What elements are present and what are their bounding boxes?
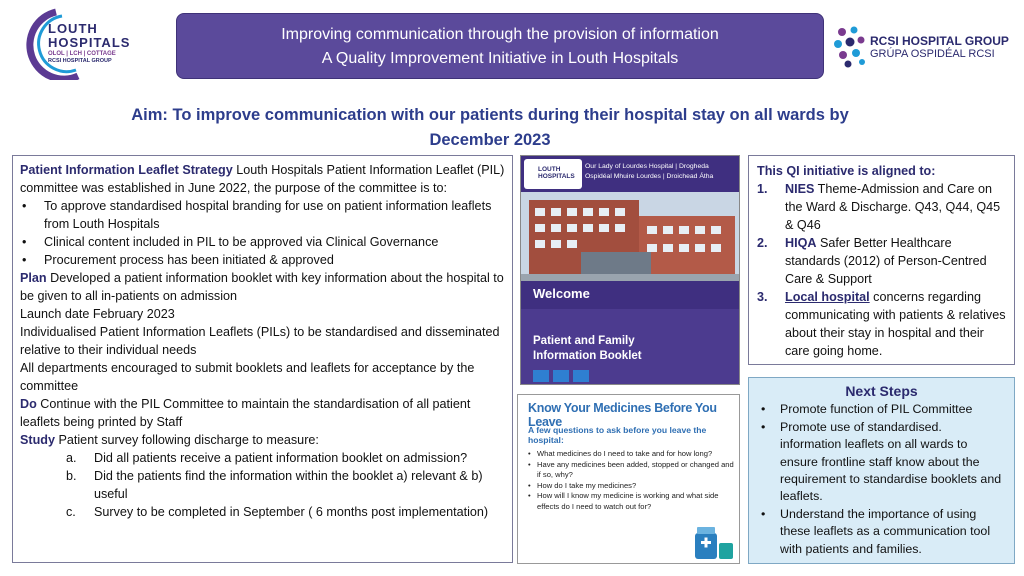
louth-logo-line1: LOUTH: [48, 21, 98, 36]
booklet-hospital-name: [585, 162, 739, 182]
alignment-number: 2.: [757, 236, 768, 250]
medicine-question: • How do I take my medicines?: [528, 481, 738, 492]
louth-logo-line2: HOSPITALS: [48, 35, 131, 50]
next-step-item: [757, 401, 1006, 418]
booklet-title-line1: Patient and Family: [533, 335, 635, 347]
survey-item: [20, 503, 505, 521]
bullet-text: To approve standardised hospital branding for use on patient information leaflets from Louth Hospitals: [44, 199, 492, 231]
louth-hospitals-logo: [18, 8, 138, 80]
survey-text: Did the patients find the information within the booklet a) relevant & b) useful: [94, 469, 483, 501]
alignment-label: Local hospital: [785, 290, 870, 304]
survey-item: [20, 449, 505, 467]
title-line2: A Quality Improvement Initiative in Louth Hospitals: [321, 50, 679, 67]
survey-text: Did all patients receive a patient information booklet on admission?: [94, 451, 468, 465]
alignment-panel: [748, 155, 1015, 365]
do-text: Continue with the PIL Committee to maintain the standardisation of all patient leaflets being printed by Staff: [20, 397, 471, 429]
survey-text: Survey to be completed in September ( 6 months post implementation): [94, 505, 489, 519]
bullet-icon: •: [761, 419, 766, 434]
alignment-label: NIES: [785, 182, 815, 196]
aim-line1: Aim: To improve communication with our patients during their hospital stay on all wards by: [131, 106, 849, 124]
bullet-icon: •: [22, 253, 27, 267]
alignment-number: 1.: [757, 182, 768, 196]
aim-statement: [60, 103, 920, 153]
do-label: Do: [20, 397, 37, 411]
louth-logo-line4: RCSI HOSPITAL GROUP: [48, 58, 112, 64]
medicine-bottle-icon: [691, 523, 735, 561]
pils-label: Patient Information Leaflet Strategy: [20, 163, 233, 177]
rcsi-logo-line2: GRÚPA OSPIDÉAL RCSI: [870, 48, 995, 60]
next-steps-heading: Next Steps: [845, 383, 918, 399]
alignment-item: [757, 180, 1006, 234]
medicines-subtitle: A few questions to ask before you leave the hospital:: [528, 425, 707, 445]
booklet-title: [533, 334, 642, 364]
alignment-text: concerns regarding communicating with patients & relatives about their stay in hospital and their care going home.: [785, 290, 1006, 358]
booklet-cover-image: [520, 155, 740, 385]
alignment-text: Theme-Admission and Care on the Ward & Discharge. Q43, Q44, Q45 & Q46: [785, 182, 1001, 232]
bullet-icon: •: [22, 199, 27, 213]
study-text: Patient survey following discharge to measure:: [54, 433, 319, 447]
alignment-heading: This QI initiative is aligned to:: [757, 164, 936, 178]
booklet-logo-line1: LOUTH: [538, 166, 561, 173]
pils-paragraph: [20, 161, 505, 197]
individualised-paragraph: Individualised Patient Information Leaflets (PILs) to be standardised and disseminated relative to their individual needs: [20, 325, 500, 357]
study-paragraph: [20, 431, 505, 449]
bullet-icon: •: [761, 402, 766, 417]
plan-label: Plan: [20, 271, 47, 285]
medicines-title: Know Your Medicines Before You Leave: [528, 401, 717, 429]
next-step-text: Promote use of standardised. information leaflets on all wards to ensure frontline staff know about the requirement to standardise booklets and leaflets.: [780, 419, 1002, 504]
medicines-leaflet-image: [517, 394, 740, 564]
medicines-questions: [528, 449, 738, 513]
bullet-icon: •: [761, 506, 766, 521]
booklet-square-icon: [573, 370, 589, 382]
title-banner: [176, 13, 824, 79]
booklet-square-icon: [553, 370, 569, 382]
alignment-text: Safer Better Healthcare standards (2012) of Person-Centred Care & Support: [785, 236, 987, 286]
louth-logo-line3: OLOL | LCH | COTTAGE: [48, 51, 116, 57]
departments-paragraph: All departments encouraged to submit booklets and leaflets for acceptance by the committee: [20, 361, 475, 393]
medicine-question: • What medicines do I need to take and for how long?: [528, 449, 738, 460]
pils-text: Louth Hospitals Patient Information Leaflet (PIL) committee was established in June 2022, the purpose of the committee is to:: [20, 163, 505, 195]
bullet-text: Clinical content included in PIL to be approved via Clinical Governance: [44, 235, 439, 249]
booklet-logo-line2: HOSPITALS: [538, 173, 575, 180]
booklet-welcome: Welcome: [533, 286, 590, 301]
strategy-bullet: [20, 197, 505, 233]
next-step-item: [757, 506, 1006, 558]
do-paragraph: [20, 395, 505, 431]
alignment-item: [757, 234, 1006, 288]
strategy-bullet: [20, 233, 505, 251]
next-steps-panel: [748, 377, 1015, 564]
booklet-title-line2: Information Booklet: [533, 350, 642, 362]
booklet-square-icon: [533, 370, 549, 382]
alignment-label: HIQA: [785, 236, 817, 250]
medicine-question: • Have any medicines been added, stopped or changed and if so, why?: [528, 460, 738, 481]
rcsi-hospital-group-logo: [832, 24, 1012, 70]
survey-item: [20, 467, 505, 503]
alignment-item: [757, 288, 1006, 360]
booklet-hospital-line2: Ospidéal Mhuire Lourdes | Droichead Átha: [585, 173, 714, 180]
next-step-text: Understand the importance of using these leaflets as a communication tool with patients and families.: [780, 506, 991, 556]
booklet-louth-logo: [524, 159, 582, 189]
strategy-bullet: [20, 251, 505, 269]
next-step-text: Promote function of PIL Committee: [780, 402, 973, 417]
survey-marker: b.: [66, 469, 77, 483]
title-line1: Improving communication through the provision of information: [281, 26, 719, 43]
bullet-icon: •: [22, 235, 27, 249]
rcsi-logo-line1: RCSI HOSPITAL GROUP: [870, 34, 1009, 48]
booklet-hospital-line1: Our Lady of Lourdes Hospital | Drogheda: [585, 163, 709, 170]
medicine-question: • How will I know my medicine is working and what side effects do I need to watch out for?: [528, 491, 738, 512]
bullet-text: Procurement process has been initiated & approved: [44, 253, 334, 267]
aim-line2: December 2023: [429, 131, 551, 149]
next-step-item: [757, 419, 1006, 506]
alignment-number: 3.: [757, 290, 768, 304]
launch-date: Launch date February 2023: [20, 307, 175, 321]
plan-paragraph: [20, 269, 505, 305]
plan-text: Developed a patient information booklet with key information about the hospital to be given to all in-patients on admission: [20, 271, 504, 303]
study-label: Study: [20, 433, 55, 447]
survey-marker: a.: [66, 451, 77, 465]
rcsi-cluster-icon: [832, 24, 868, 68]
survey-marker: c.: [66, 505, 76, 519]
strategy-panel: [12, 155, 513, 563]
